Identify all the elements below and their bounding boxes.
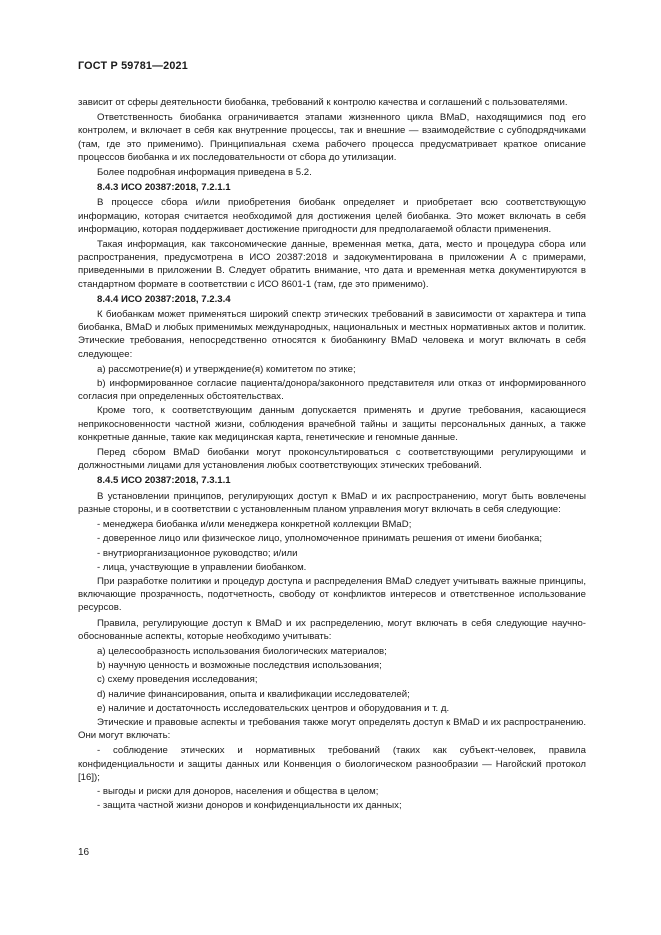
paragraph: Такая информация, как таксономические данные, временная метка, дата, место и процедура сбора или распространения, предусмотрена в ИСО 20387:2018 и задокументирована в приложении А с примерами, приведенными в приложении В. Следует обратить внимание, что дата и временная метка документируются в стандартном формате в соответствии с ИСО 8601-1 (там, где это применимо). — [78, 239, 586, 290]
list-item: d) наличие финансирования, опыта и квалификации исследователей; — [97, 688, 410, 700]
section-heading: 8.4.5 ИСО 20387:2018, 7.3.1.1 — [97, 475, 231, 487]
paragraph: В установлении принципов, регулирующих доступ к BMaD и их распространению, могут быть вовлечены разные стороны, и в соответствии с установленным планом управления могут включать в себя следующие: — [78, 490, 586, 515]
paragraph: В процессе сбора и/или приобретения биобанк определяет и приобретает всю соответствующую информацию, которая считается необходимой для достижения целей биобанка. Это может включать в себя информацию, которая поддерживает достижение пригодности для предполагаемой области применения. — [78, 197, 586, 235]
paragraph: Перед сбором BMaD биобанки могут проконсультироваться с соответствующими регулирующими и должностными лицами для установления любых соответствующих этических требований. — [78, 447, 586, 472]
page-body — [78, 96, 586, 813]
list-item: - соблюдение этических и нормативных требований (таких как субъект-человек, правила конфиденциальности и защиты данных или Конвенция о биологическом разнообразии — Нагойский протокол [16]); — [78, 745, 586, 783]
paragraph: Более подробная информация приведена в 5.2. — [97, 167, 312, 179]
paragraph: Кроме того, к соответствующим данным допускается применять и другие требования, касающиеся неприкосновенности частной жизни, соблюдения врачебной тайны и защиты персональных данных, а также конкретные данные, такие как медицинская карта, генетические и геномные данные. — [78, 405, 586, 443]
list-item: а) рассмотрение(я) и утверждение(я) комитетом по этике; — [97, 363, 356, 375]
list-item: а) целесообразность использования биологических материалов; — [97, 645, 387, 657]
paragraph: При разработке политики и процедур доступа и распределения BMaD следует учитывать важные принципы, включающие прозрачность, подотчетность, свободу от конфликтов интересов и ответственное использование ресурсов. — [78, 575, 586, 614]
list-item: - выгоды и риски для доноров, населения и общества в целом; — [97, 785, 379, 797]
list-item: e) наличие и достаточность исследовательских центров и оборудования и т. д. — [97, 702, 450, 714]
list-item: - внутриорганизационное руководство; и/или — [97, 547, 298, 559]
section-heading: 8.4.3 ИСО 20387:2018, 7.2.1.1 — [97, 182, 231, 194]
paragraph: зависит от сферы деятельности биобанка, требований к контролю качества и соглашений с пользователями. — [78, 97, 568, 108]
list-item: b) научную ценность и возможные последствия использования; — [97, 660, 382, 672]
page-number: 16 — [78, 847, 90, 858]
list-item: - доверенное лицо или физическое лицо, уполномоченное принимать решения от имени биобанка; — [97, 533, 543, 545]
page-header: ГОСТ Р 59781—2021 — [78, 60, 188, 72]
paragraph: Правила, регулирующие доступ к BMaD и их распределению, могут включать в себя следующие научно-обоснованные аспекты, которые необходимо учитывать: — [78, 617, 586, 642]
paragraph: К биобанкам может применяться широкий спектр этических требований в зависимости от характера и типа биобанка, BMaD и любых применимых международных, национальных и местных нормативных актов и политик. Этические требования, непосредственно относятся к биобанкингу BMaD человека и могут включать в себя следующее: — [78, 309, 586, 360]
list-item: c) схему проведения исследования; — [97, 674, 258, 686]
list-item: - менеджера биобанка и/или менеджера конкретной коллекции BMaD; — [97, 519, 412, 531]
paragraph: Этические и правовые аспекты и требования также могут определять доступ к BMaD и их распространению. Они могут включать: — [78, 716, 586, 742]
list-item: - защита частной жизни доноров и конфиденциальности их данных; — [97, 800, 402, 812]
list-item: - лица, участвующие в управлении биобанком. — [97, 561, 307, 573]
paragraph: Ответственность биобанка ограничивается этапами жизненного цикла BMaD, находящимися под его контролем, и включает в себя как внутренние процессы, так и внешние — взаимодействие с субподрядчиками (там, где это применимо). Принципиальная схема рабочего процесса предусматривает краткое описание процессов биобанка и их последовательности от сбора до утилизации. — [78, 112, 586, 163]
section-heading: 8.4.4 ИСО 20387:2018, 7.2.3.4 — [97, 293, 231, 305]
list-item: b) информированное согласие пациента/донора/законного представителя или отказ от информированного согласия при определенных обстоятельствах. — [78, 378, 586, 403]
